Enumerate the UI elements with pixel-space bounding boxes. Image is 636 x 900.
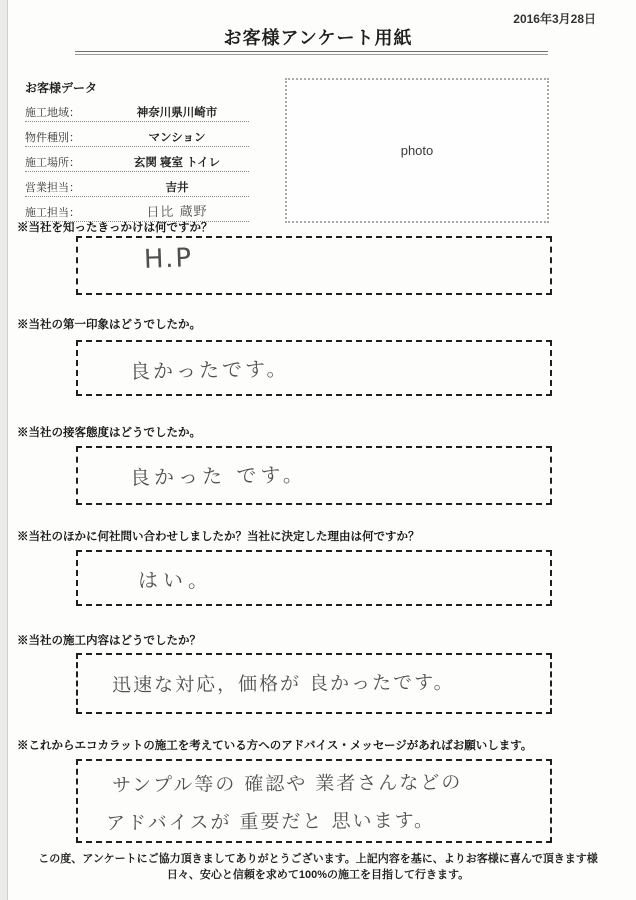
handwritten-answer-6-line2: アドバイスが 重要だと 思います。	[105, 809, 436, 835]
page-title: お客様アンケート用紙	[223, 28, 413, 48]
footer-line-2: 日々、安心と信頼を求めて100%の施工を目指して行きます。	[166, 869, 470, 881]
field-value: 玄関 寝室 トイレ	[133, 157, 221, 169]
handwritten-answer-6-line1: サンプル等の 確認や 業者さんなどの	[111, 771, 463, 797]
field-label: 施工地域：	[25, 107, 80, 119]
handwritten-answer-3: 良かった です。	[129, 462, 307, 490]
question-1-label: ※当社を知ったきっかけは何ですか？	[17, 222, 213, 234]
field-row-region	[25, 97, 249, 122]
field-row-sales-rep	[25, 172, 249, 197]
photo-label: photo	[400, 143, 434, 158]
title-underline	[75, 51, 548, 55]
footer-note	[0, 851, 636, 883]
field-value: マンション	[148, 132, 206, 144]
field-label: 営業担当：	[25, 182, 80, 194]
handwritten-answer-5: 迅速な対応，価格が 良かったです。	[111, 671, 455, 697]
photo-placeholder	[285, 78, 549, 223]
field-value: 吉井	[165, 182, 189, 194]
date: 2016年3月28日	[513, 12, 596, 26]
answer-box-3	[76, 446, 552, 505]
handwritten-answer-4: はい。	[138, 568, 213, 592]
answer-box-6	[76, 759, 552, 843]
question-6-label: ※これからエコカラットの施工を考えている方へのアドバイス・メッセージがあればお願いします。	[17, 740, 533, 752]
answer-box-4	[76, 550, 552, 606]
scan-edge-artifact	[0, 0, 8, 900]
answer-box-5	[76, 653, 552, 714]
question-4-label: ※当社のほかに何社問い合わせしましたか？当社に決定した理由は何ですか？	[17, 531, 420, 543]
customer-data-table	[25, 97, 249, 222]
answer-box-1	[76, 236, 552, 295]
field-value: 神奈川県川崎市	[136, 107, 218, 119]
customer-data-heading: お客様データ	[25, 81, 98, 95]
footer-line-1: この度、アンケートにご協力頂きましてありがとうございます。上記内容を基に、よりお客様に喜んで頂きます様	[38, 853, 598, 865]
field-label: 施工場所：	[25, 157, 80, 169]
handwritten-answer-1: H.P	[143, 243, 194, 275]
field-row-property-type	[25, 122, 249, 147]
answer-box-2	[76, 340, 552, 396]
field-label: 施工担当：	[25, 207, 80, 219]
handwritten-answer-2: 良かったです。	[129, 356, 290, 384]
question-5-label: ※当社の施工内容はどうでしたか？	[17, 635, 201, 647]
field-label: 物件種別：	[25, 132, 80, 144]
question-3-label: ※当社の接客態度はどうでしたか。	[17, 427, 201, 439]
question-2-label: ※当社の第一印象はどうでしたか。	[17, 319, 201, 331]
field-row-location	[25, 147, 249, 172]
field-value-handwritten: 日比 蔵野	[146, 204, 208, 221]
